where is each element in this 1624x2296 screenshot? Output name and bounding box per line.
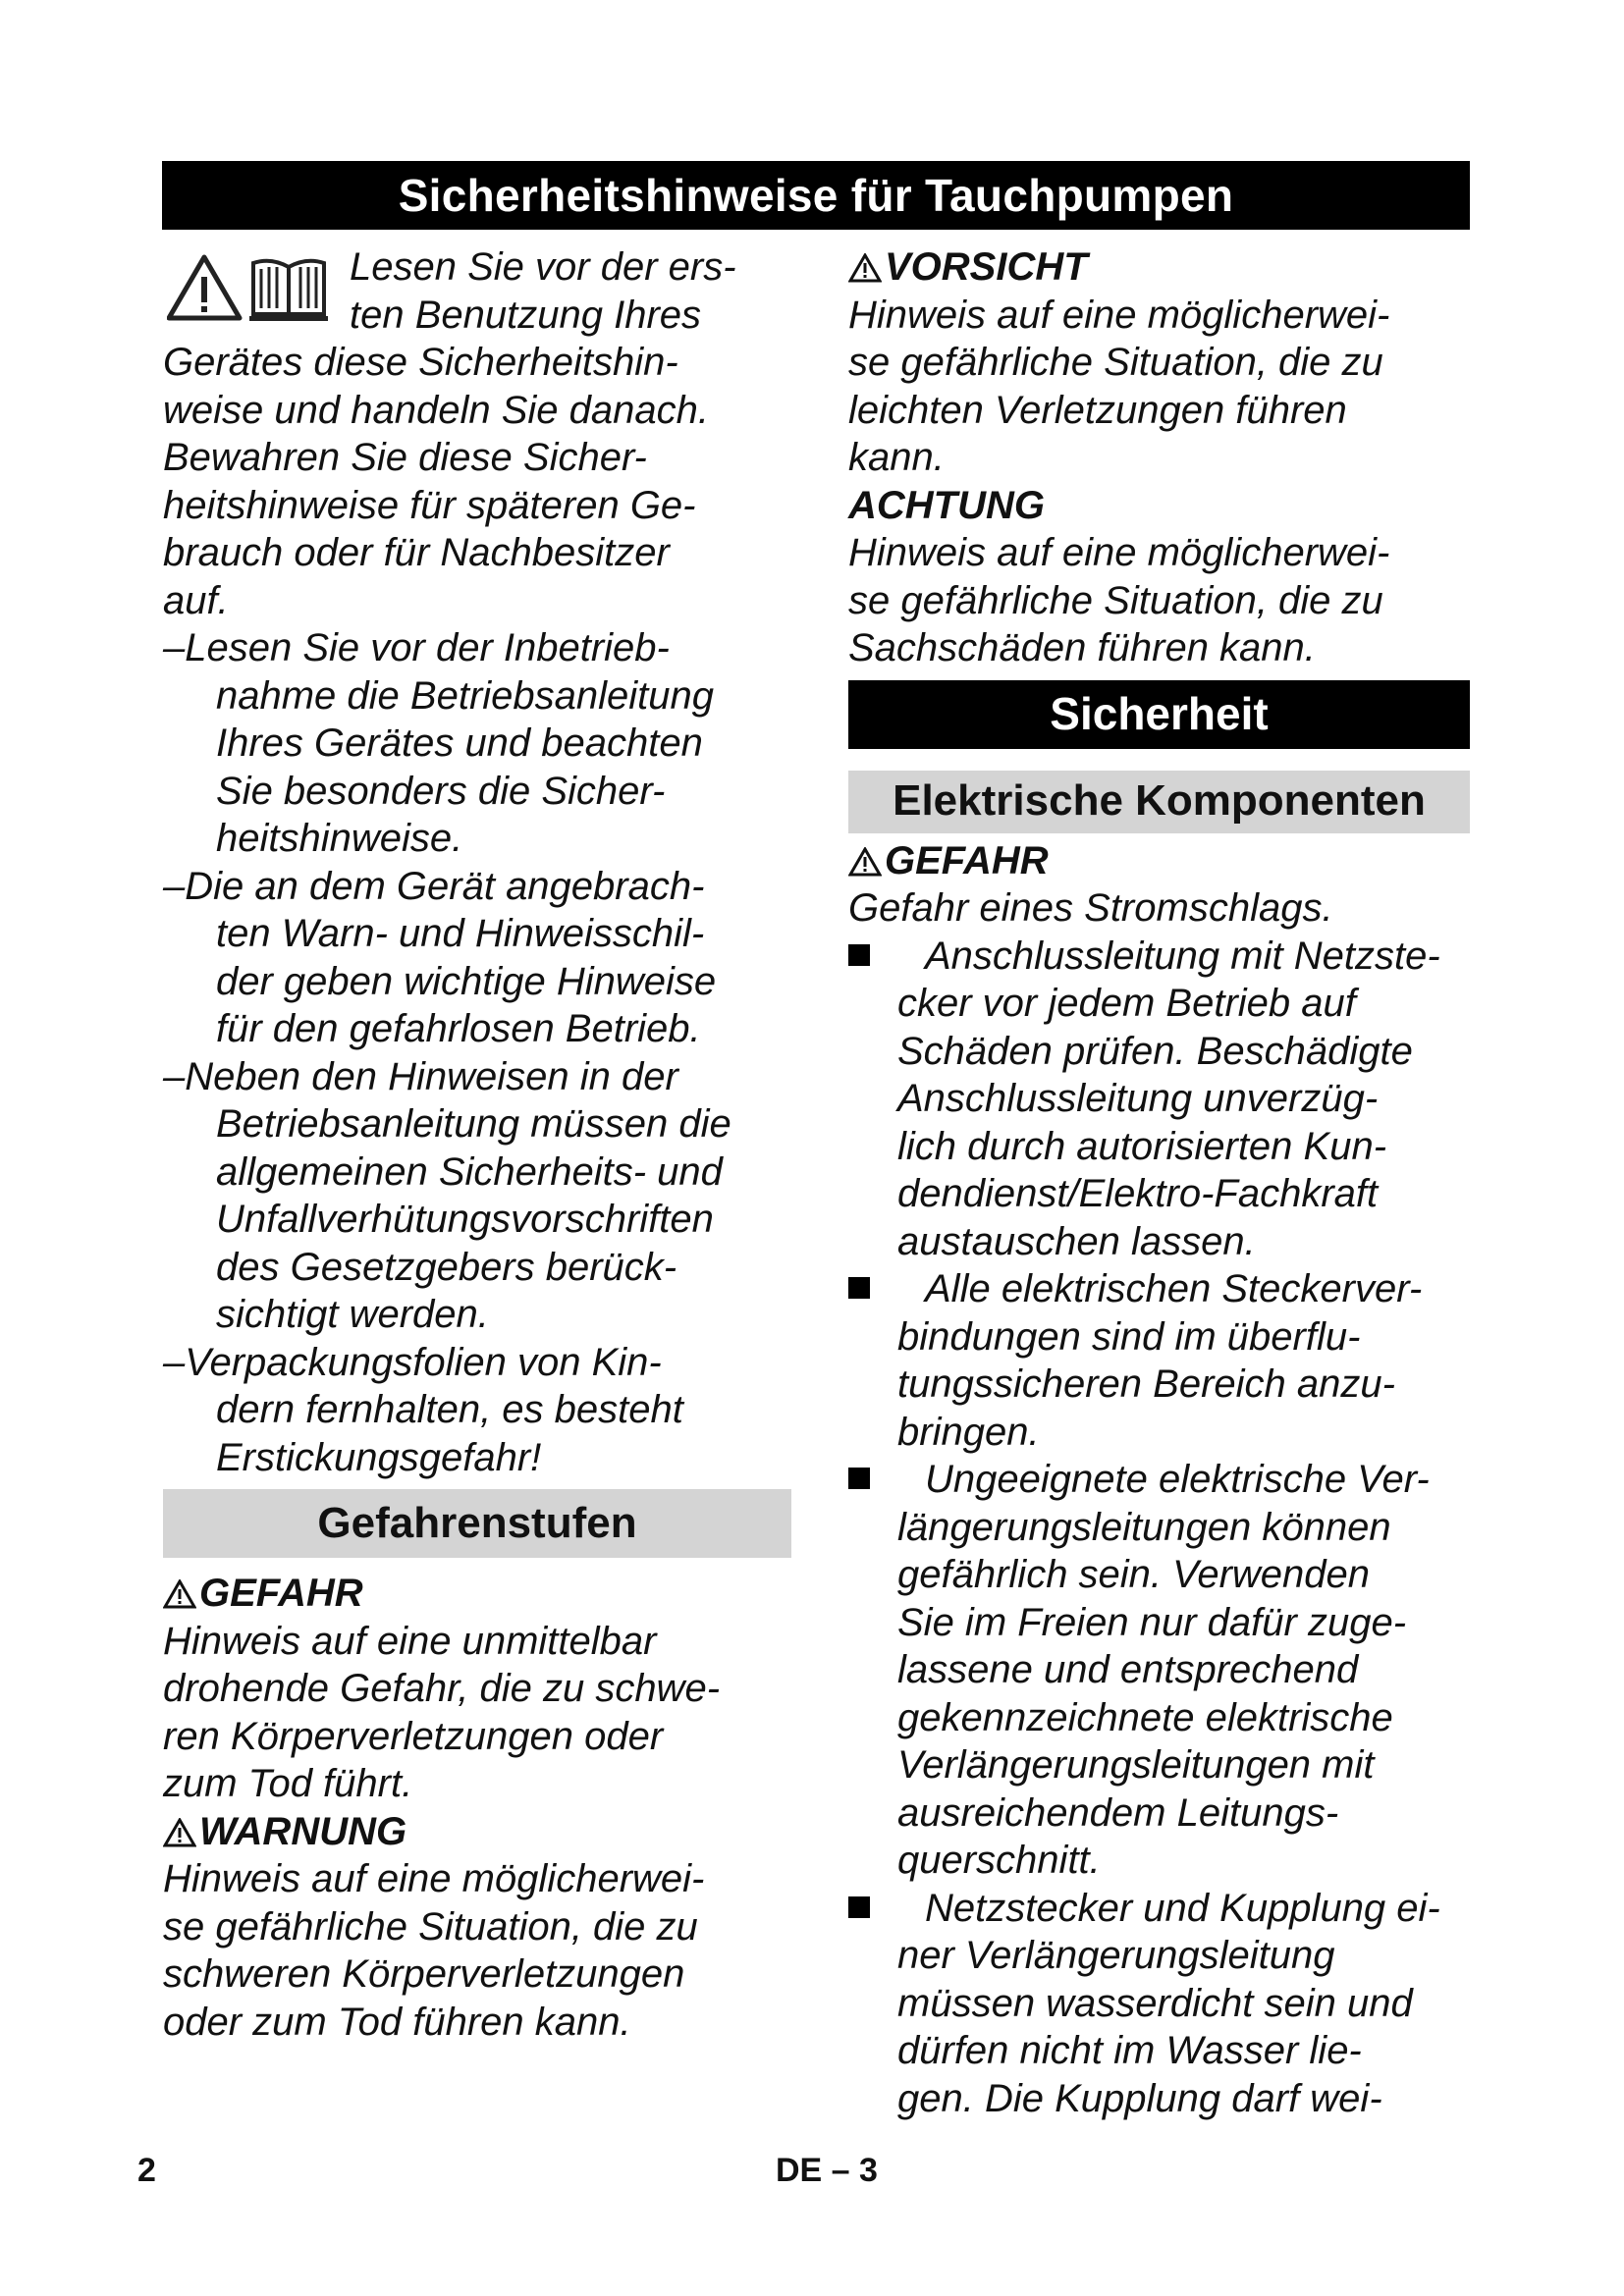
bullet-line: bringen. xyxy=(897,1410,1040,1454)
square-bullet-icon xyxy=(848,1468,870,1489)
right-column xyxy=(848,243,1496,2122)
warnung-line: Hinweis auf eine möglicherwei- xyxy=(163,1857,705,1900)
section-title-banner xyxy=(162,161,1470,230)
achtung-line: Hinweis auf eine möglicherwei- xyxy=(848,531,1390,574)
bullet-line: Verlängerungsleitungen mit xyxy=(897,1743,1375,1787)
warnung-label-text: WARNUNG xyxy=(199,1809,407,1853)
list-line: allgemeinen Sicherheits- und xyxy=(216,1149,723,1194)
bullet-line: querschnitt. xyxy=(897,1839,1101,1882)
page-title: Sicherheitshinweise für Tauchpumpen xyxy=(398,170,1234,221)
page-label: DE – 3 xyxy=(776,2152,878,2189)
section-heading-text: Elektrische Komponenten xyxy=(893,776,1426,826)
list-item xyxy=(163,624,791,863)
list-line: –Neben den Hinweisen in der xyxy=(163,1054,678,1098)
intro-line: brauch oder für Nachbesitzer xyxy=(163,531,670,574)
list-line: Sie besonders die Sicher- xyxy=(216,769,666,813)
list-line: der geben wichtige Hinweise xyxy=(216,959,717,1003)
warning-triangle-icon xyxy=(163,1579,196,1609)
bullet-item xyxy=(848,1885,1496,2123)
warnung-label xyxy=(163,1808,791,1856)
gefahr-text: Gefahr eines Stromschlags. xyxy=(848,886,1333,930)
section-heading-sicherheit xyxy=(848,680,1470,749)
list-line: nahme die Betriebsanleitung xyxy=(216,673,715,718)
achtung-label: ACHTUNG xyxy=(848,483,1045,527)
bullet-line: gekennzeichnete elektrische xyxy=(897,1695,1393,1739)
list-line: Betriebsanleitung müssen die xyxy=(216,1102,731,1146)
gefahr-line: Hinweis auf eine unmittelbar xyxy=(163,1619,657,1663)
bullet-line: dürfen nicht im Wasser lie- xyxy=(897,2029,1362,2072)
intro-line: Lesen Sie vor der ers- xyxy=(350,245,736,289)
page-number: 2 xyxy=(137,2152,156,2189)
vorsicht-label-text: VORSICHT xyxy=(885,245,1088,289)
bullet-line: bindungen sind im überflu- xyxy=(897,1314,1361,1359)
achtung-line: Sachschäden führen kann. xyxy=(848,626,1316,669)
bullet-line: müssen wasserdicht sein und xyxy=(897,1981,1413,2025)
gefahr-label xyxy=(163,1570,791,1618)
warnung-line: oder zum Tod führen kann. xyxy=(163,2000,631,2044)
warnung-block xyxy=(163,1808,791,2047)
achtung-line: se gefährliche Situation, die zu xyxy=(848,578,1383,622)
square-bullet-icon xyxy=(848,1277,870,1299)
list-line: ten Warn- und Hinweisschil- xyxy=(216,912,705,955)
gefahr-line: drohende Gefahr, die zu schwe- xyxy=(163,1667,721,1710)
bullet-line: Anschlussleitung mit Netzste- xyxy=(925,934,1440,978)
warning-triangle-icon xyxy=(163,1818,196,1847)
achtung-block xyxy=(848,482,1496,672)
bullet-line: ausreichendem Leitungs- xyxy=(897,1790,1339,1835)
intro-line: auf. xyxy=(163,578,229,622)
vorsicht-line: kann. xyxy=(848,436,945,479)
list-line: Ihres Gerätes und beachten xyxy=(216,721,703,765)
bullet-line: austauschen lassen. xyxy=(897,1219,1256,1263)
vorsicht-line: Hinweis auf eine möglicherwei- xyxy=(848,293,1390,337)
bullet-line: dendienst/Elektro-Fachkraft xyxy=(897,1172,1379,1215)
intro-line: Gerätes diese Sicherheitshin- xyxy=(163,341,678,384)
gefahr-label-text: GEFAHR xyxy=(885,838,1049,882)
bullet-line: längerungsleitungen können xyxy=(897,1505,1391,1549)
bullet-line: Alle elektrischen Steckerver- xyxy=(925,1267,1423,1310)
list-line: –Lesen Sie vor der Inbetrieb- xyxy=(163,626,670,669)
vorsicht-line: se gefährliche Situation, die zu xyxy=(848,341,1383,384)
gefahr-line: ren Körperverletzungen oder xyxy=(163,1714,664,1758)
bullet-line: Ungeeignete elektrische Ver- xyxy=(925,1458,1430,1501)
warning-triangle-icon xyxy=(848,847,882,877)
bullet-item xyxy=(848,933,1496,1266)
list-line: des Gesetzgebers berück- xyxy=(216,1245,677,1289)
vorsicht-line: leichten Verletzungen führen xyxy=(848,388,1347,432)
list-line: Erstickungsgefahr! xyxy=(216,1435,542,1479)
bullet-line: Anschlussleitung unverzüg- xyxy=(897,1077,1379,1120)
bullet-line: Netzstecker und Kupplung ei- xyxy=(925,1886,1440,1930)
bullet-line: lich durch autorisierten Kun- xyxy=(897,1124,1387,1168)
vorsicht-label xyxy=(848,243,1496,292)
intro-line: Bewahren Sie diese Sicher- xyxy=(163,436,647,479)
bullet-line: gen. Die Kupplung darf wei- xyxy=(897,2076,1382,2120)
left-column xyxy=(163,243,791,2046)
bullet-line: Sie im Freien nur dafür zuge- xyxy=(897,1600,1407,1644)
gefahr-label xyxy=(848,837,1496,885)
bullet-item xyxy=(848,1265,1496,1456)
bullet-line: tungssicheren Bereich anzu- xyxy=(897,1362,1395,1406)
list-line: heitshinweise. xyxy=(216,817,463,860)
elektrisch-gefahr-block xyxy=(848,837,1496,933)
intro-line: weise und handeln Sie danach. xyxy=(163,388,709,432)
list-line: für den gefahrlosen Betrieb. xyxy=(216,1007,701,1050)
gefahr-block xyxy=(163,1570,791,1808)
bullet-line: lassene und entsprechend xyxy=(897,1648,1359,1691)
list-item xyxy=(163,1339,791,1482)
bullet-line: cker vor jedem Betrieb auf xyxy=(897,982,1356,1025)
intro-paragraph xyxy=(163,243,791,624)
list-line: dern fernhalten, es besteht xyxy=(216,1388,683,1431)
vorsicht-block xyxy=(848,243,1496,482)
bullet-line: gefährlich sein. Verwenden xyxy=(897,1553,1371,1596)
list-line: –Verpackungsfolien von Kin- xyxy=(163,1340,662,1384)
section-heading-text: Gefahrenstufen xyxy=(317,1498,637,1547)
warnung-line: schweren Körperverletzungen xyxy=(163,1952,685,1996)
intro-line: ten Benutzung Ihres xyxy=(350,293,702,337)
bullet-line: Schäden prüfen. Beschädigte xyxy=(897,1029,1413,1073)
section-heading-elektrische-komponenten xyxy=(848,771,1470,833)
list-line: sichtigt werden. xyxy=(216,1293,489,1336)
section-heading-gefahrenstufen xyxy=(163,1489,791,1558)
section-heading-text: Sicherheit xyxy=(1050,688,1269,740)
list-line: Unfallverhütungsvorschriften xyxy=(216,1198,714,1241)
warning-triangle-icon xyxy=(848,253,882,283)
bullet-line: ner Verlängerungsleitung xyxy=(897,1934,1335,1977)
list-line: –Die an dem Gerät angebrach- xyxy=(163,864,705,908)
square-bullet-icon xyxy=(848,944,870,966)
gefahr-line: zum Tod führt. xyxy=(163,1762,413,1805)
warnung-line: se gefährliche Situation, die zu xyxy=(163,1904,698,1949)
list-item xyxy=(163,863,791,1053)
square-bullet-icon xyxy=(848,1896,870,1918)
bullet-item xyxy=(848,1456,1496,1885)
gefahr-label-text: GEFAHR xyxy=(199,1572,363,1615)
list-item xyxy=(163,1053,791,1339)
intro-line: heitshinweise für späteren Ge- xyxy=(163,483,696,527)
